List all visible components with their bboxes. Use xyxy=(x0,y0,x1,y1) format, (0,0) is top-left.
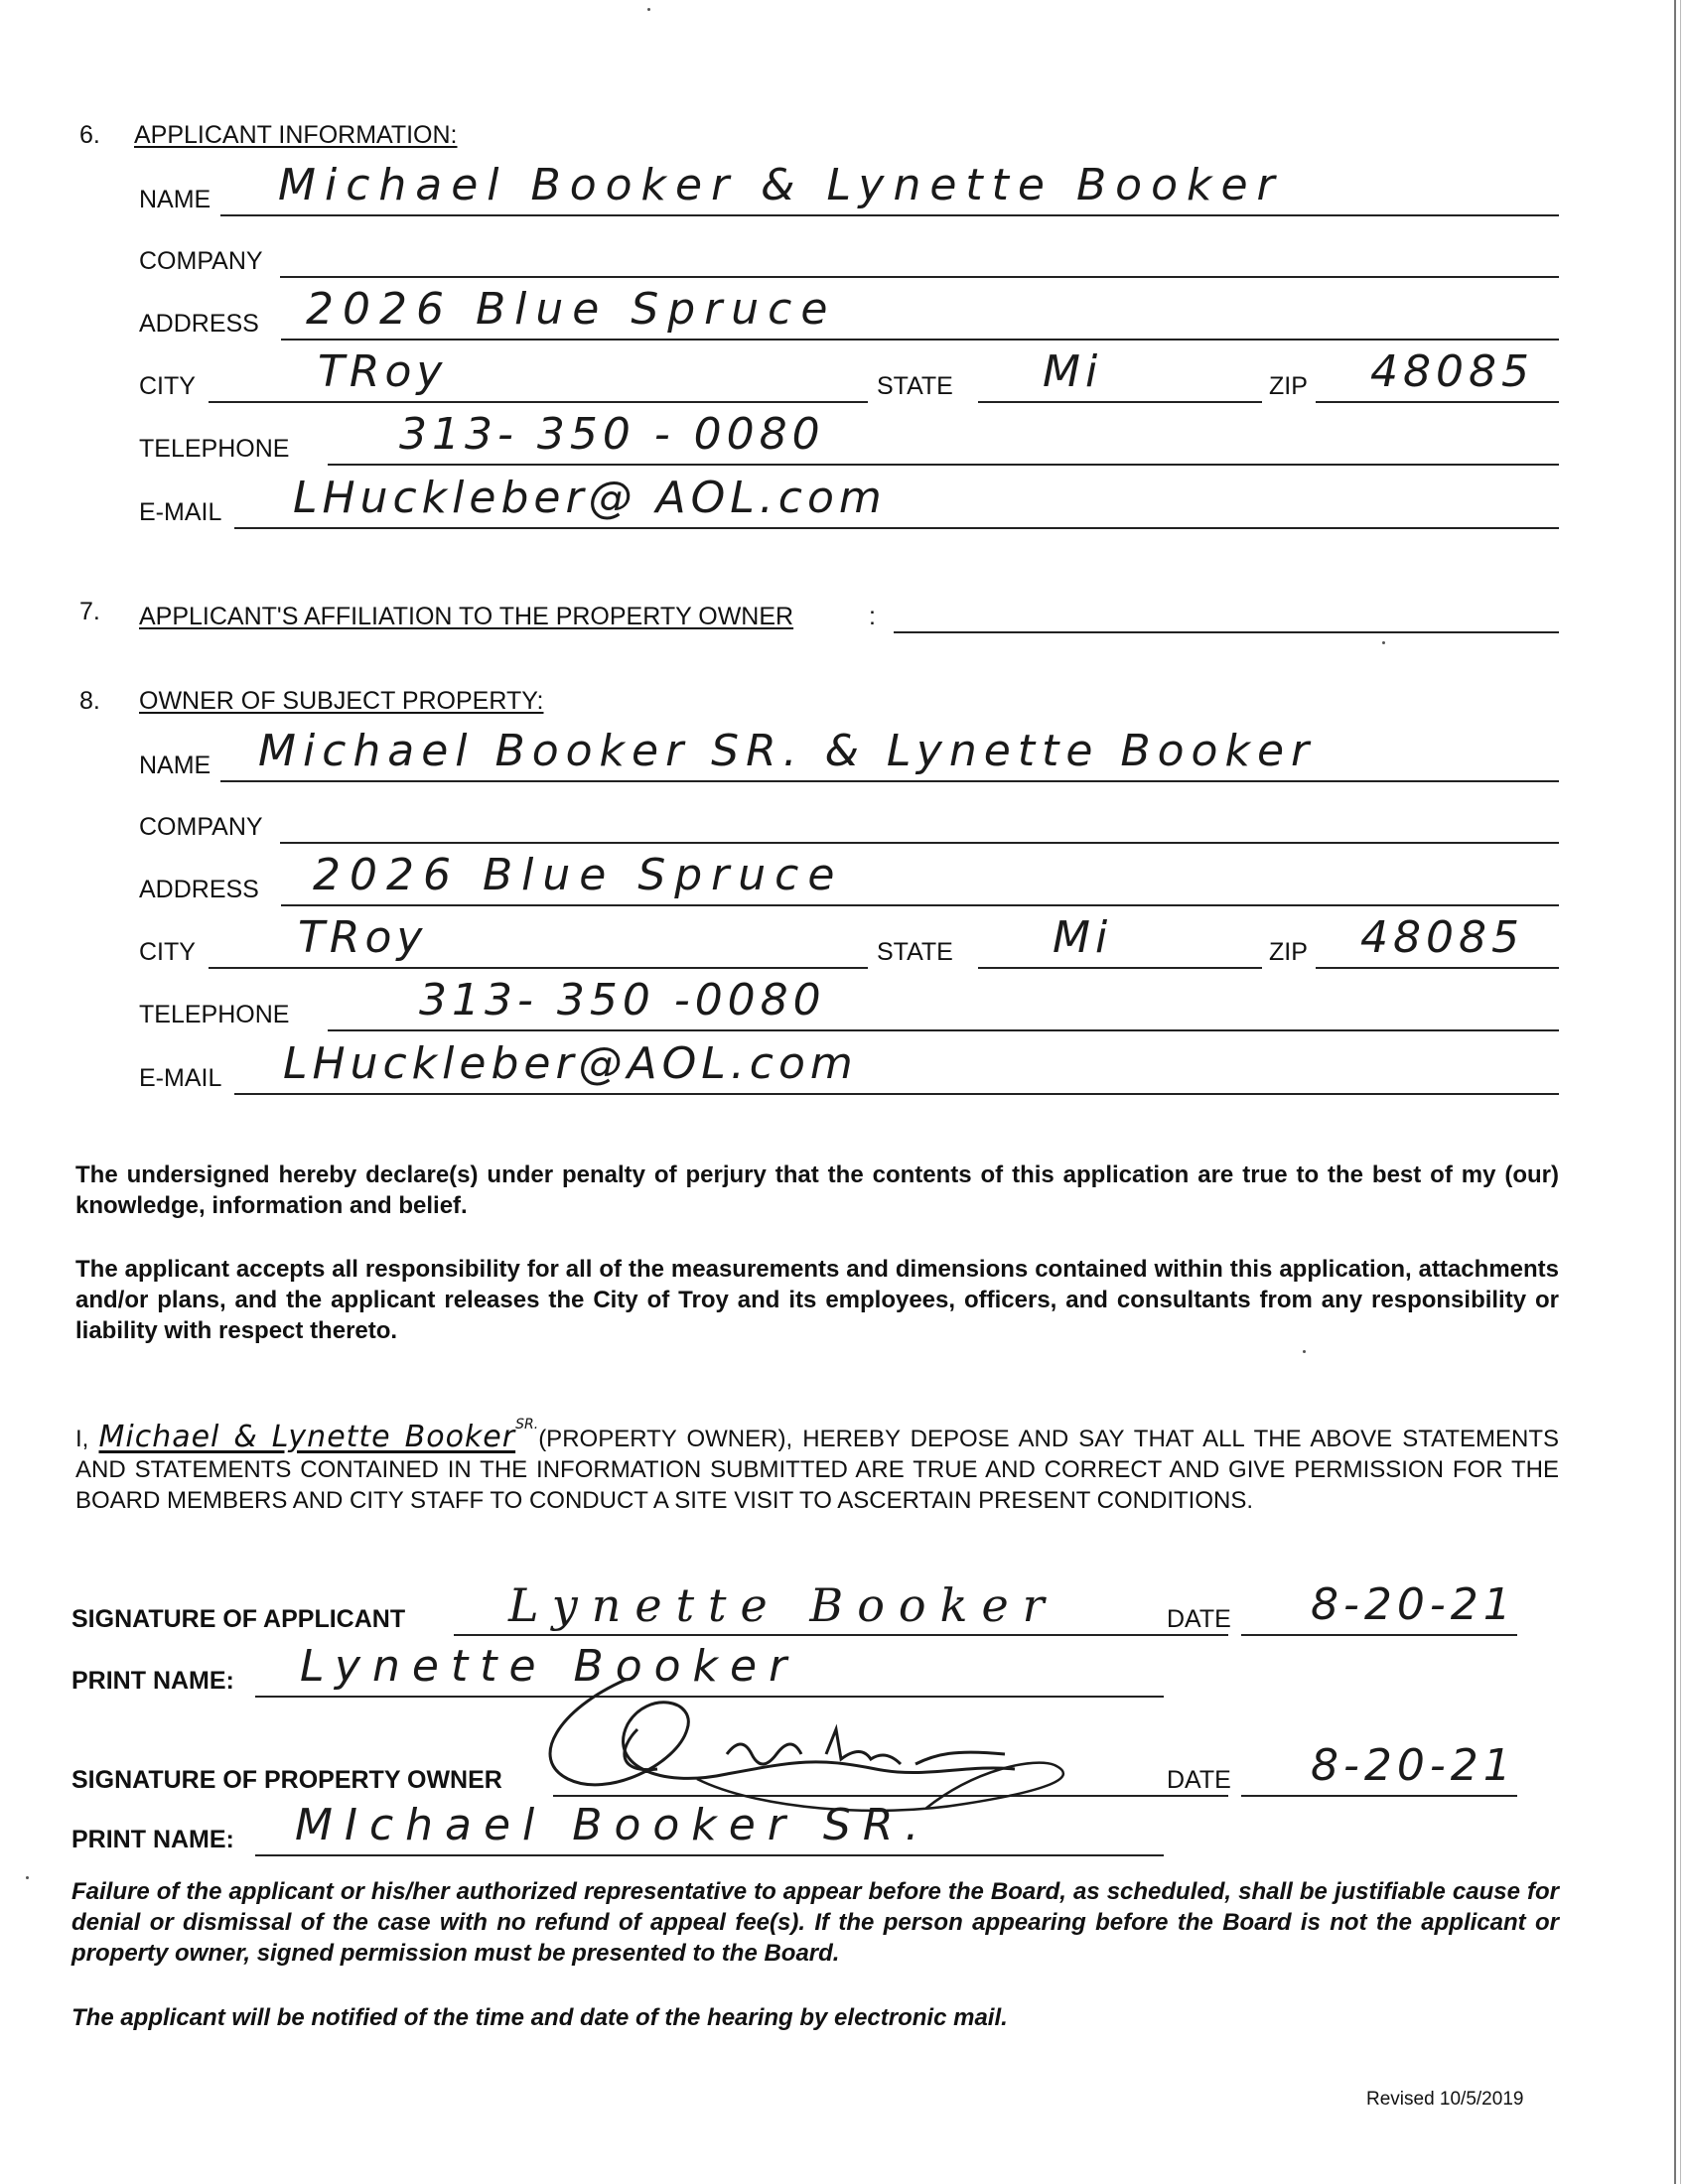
applicant-signature-row xyxy=(71,1569,1517,1638)
applicant-city-label: CITY xyxy=(139,372,196,400)
owner-name-row xyxy=(139,715,1559,784)
owner-address-row xyxy=(139,839,1559,908)
declaration-owner-suffix: SR. xyxy=(515,1417,539,1433)
owner-zip-label: ZIP xyxy=(1269,938,1308,966)
applicant-email-row xyxy=(139,462,1559,531)
section-6-title: APPLICANT INFORMATION: xyxy=(134,121,458,149)
declaration-owner-name[interactable]: Michael & Lynette Booker xyxy=(98,1420,516,1454)
owner-company-label: COMPANY xyxy=(139,813,263,841)
section-8-title: OWNER OF SUBJECT PROPERTY: xyxy=(139,687,544,715)
applicant-email-line xyxy=(234,527,1559,529)
section-7-number: 7. xyxy=(79,598,100,625)
applicant-date-field[interactable]: 8-20-21 xyxy=(1311,1579,1516,1630)
owner-email-label: E-MAIL xyxy=(139,1064,222,1092)
notification-notice: The applicant will be notified of the time and date of the hearing by electronic mail. xyxy=(71,2004,1008,2031)
scan-speck xyxy=(26,1876,29,1879)
applicant-name-field[interactable]: Michael Booker & Lynette Booker xyxy=(278,160,1284,210)
section-7-colon: : xyxy=(869,603,876,630)
owner-email-line xyxy=(234,1093,1559,1095)
scan-speck xyxy=(1303,1350,1306,1353)
applicant-city-row xyxy=(139,336,1559,405)
owner-telephone-field[interactable]: 313- 350 -0080 xyxy=(419,975,826,1025)
applicant-email-field[interactable]: LHuckleber@ AOL.com xyxy=(293,473,887,523)
applicant-telephone-label: TELEPHONE xyxy=(139,435,290,463)
section-8-number: 8. xyxy=(79,687,100,715)
applicant-state-field[interactable]: Mi xyxy=(1043,346,1103,397)
applicant-address-label: ADDRESS xyxy=(139,310,259,338)
perjury-statement: The undersigned hereby declare(s) under penalty of perjury that the contents of this application are true to the best of my (our) knowledge, information and belief. xyxy=(75,1161,1559,1219)
owner-name-label: NAME xyxy=(139,751,211,779)
owner-state-field[interactable]: Mi xyxy=(1053,912,1113,963)
owner-email-row xyxy=(139,1027,1559,1097)
applicant-signature[interactable]: Lynette Booker xyxy=(508,1578,1058,1632)
page-edge xyxy=(1674,0,1676,2184)
applicant-telephone-row xyxy=(139,398,1559,468)
owner-print-name-label: PRINT NAME: xyxy=(71,1826,234,1853)
owner-address-label: ADDRESS xyxy=(139,876,259,903)
revision-date: Revised 10/5/2019 xyxy=(1366,2089,1524,2110)
owner-declaration xyxy=(75,1410,1559,1516)
applicant-zip-label: ZIP xyxy=(1269,372,1308,400)
scan-speck xyxy=(1382,641,1385,644)
scan-speck xyxy=(647,8,650,11)
owner-city-row xyxy=(139,901,1559,971)
owner-telephone-label: TELEPHONE xyxy=(139,1001,290,1028)
affiliation-line xyxy=(894,631,1559,633)
applicant-company-label: COMPANY xyxy=(139,247,263,275)
owner-company-row xyxy=(139,776,1559,846)
declaration-text: (PROPERTY OWNER), HEREBY DEPOSE AND SAY THAT ALL THE ABOVE STATEMENTS AND STATEMENTS CONTAINED IN THE INFORMATION SUBMITTED ARE TRUE AND CORRECT AND GIVE PERMISSION FOR THE BOARD MEMBERS AND CITY STAFF TO CONDUCT A SITE VISIT TO ASCERTAIN PRESENT CONDITIONS. xyxy=(75,1426,1560,1514)
applicant-state-label: STATE xyxy=(877,372,953,400)
owner-city-label: CITY xyxy=(139,938,196,966)
owner-signature-label: SIGNATURE OF PROPERTY OWNER xyxy=(71,1766,502,1794)
section-7-title: APPLICANT'S AFFILIATION TO THE PROPERTY OWNER xyxy=(139,603,794,630)
owner-zip-field[interactable]: 48085 xyxy=(1360,912,1524,963)
applicant-date-line xyxy=(1241,1634,1517,1636)
applicant-zip-field[interactable]: 48085 xyxy=(1370,346,1534,397)
failure-notice: Failure of the applicant or his/her authorized representative to appear before the Board, as scheduled, shall be justifiable cause for denial or dismissal of the case with no refund of appeal fee(s). If the person appearing before the Board is not the applicant or property owner, signed permission must be presented to the Board. xyxy=(71,1878,1559,1967)
applicant-print-name-field[interactable]: Lynette Booker xyxy=(300,1641,799,1692)
applicant-email-label: E-MAIL xyxy=(139,498,222,526)
applicant-telephone-field[interactable]: 313- 350 - 0080 xyxy=(399,409,825,460)
owner-date-field[interactable]: 8-20-21 xyxy=(1311,1740,1516,1791)
owner-state-label: STATE xyxy=(877,938,953,966)
owner-date-line xyxy=(1241,1795,1517,1797)
owner-print-name-row xyxy=(71,1789,1164,1858)
owner-date-label: DATE xyxy=(1167,1766,1231,1794)
owner-telephone-row xyxy=(139,964,1559,1033)
responsibility-statement: The applicant accepts all responsibility for all of the measurements and dimensions contained within this application, attachments and/or plans, and the applicant releases the City of Troy and its employees, officers, and consultants from any responsibility or liability with respect thereto. xyxy=(75,1256,1559,1344)
applicant-signature-label: SIGNATURE OF APPLICANT xyxy=(71,1605,406,1633)
applicant-name-label: NAME xyxy=(139,186,211,213)
applicant-address-row xyxy=(139,273,1559,342)
applicant-company-row xyxy=(139,210,1559,280)
owner-email-field[interactable]: LHuckleber@AOL.com xyxy=(283,1038,858,1089)
applicant-print-name-label: PRINT NAME: xyxy=(71,1667,234,1695)
applicant-date-label: DATE xyxy=(1167,1605,1231,1633)
owner-print-name-field[interactable]: MIchael Booker SR. xyxy=(295,1800,931,1850)
section-6-number: 6. xyxy=(79,121,100,149)
affiliation-row xyxy=(139,566,1559,635)
owner-print-name-line xyxy=(255,1854,1164,1856)
owner-name-field[interactable]: Michael Booker SR. & Lynette Booker xyxy=(258,726,1317,776)
page-edge xyxy=(1680,0,1681,2184)
applicant-address-field[interactable]: 2026 Blue Spruce xyxy=(306,284,837,335)
declaration-prefix: I, xyxy=(75,1426,99,1452)
applicant-name-row xyxy=(139,149,1559,218)
applicant-city-field[interactable]: TRoy xyxy=(318,346,448,397)
owner-city-field[interactable]: TRoy xyxy=(298,912,428,963)
owner-address-field[interactable]: 2026 Blue Spruce xyxy=(313,850,844,900)
